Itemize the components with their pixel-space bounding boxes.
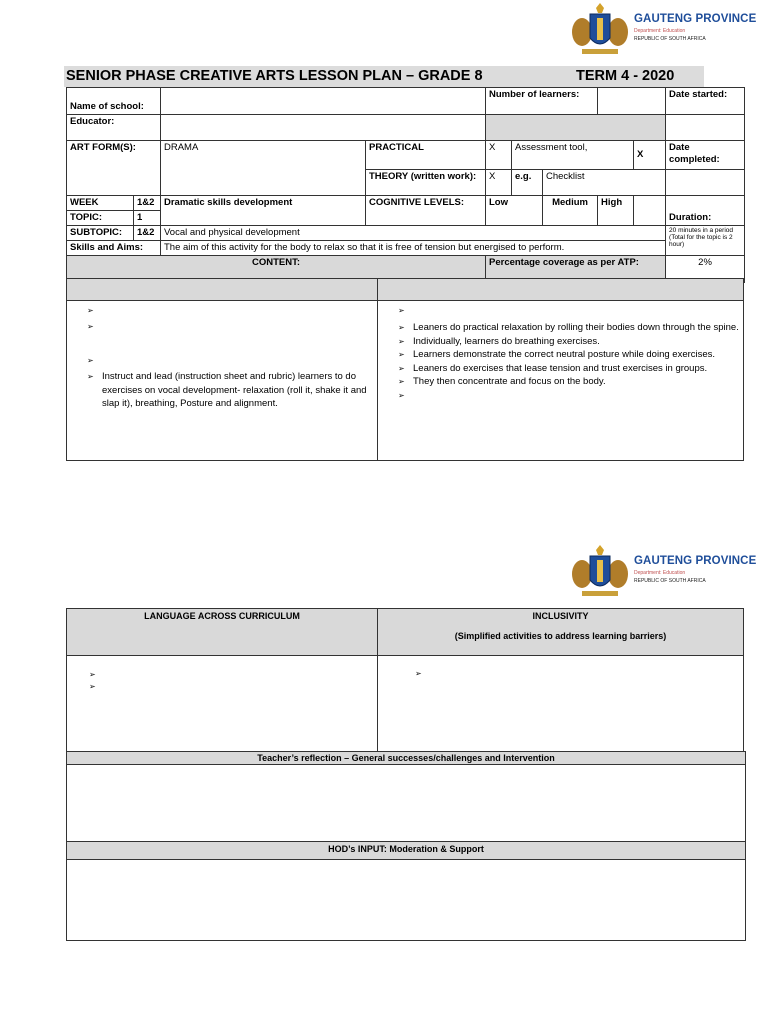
inclusivity-header bbox=[377, 608, 744, 656]
checklist-label: Checklist bbox=[543, 170, 666, 196]
cognitive-high-mark bbox=[634, 196, 666, 226]
date-started-field[interactable] bbox=[666, 115, 745, 141]
list-item: ➢ Leaners do exercises that lease tension and trust exercises in groups. bbox=[398, 362, 739, 376]
learner-activities bbox=[377, 300, 744, 461]
week-label: WEEK bbox=[67, 196, 134, 211]
practical-mark: X bbox=[486, 141, 512, 170]
subtopic-value: 1&2 bbox=[134, 226, 161, 241]
teacher-reflection-label: Teacher’s reflection – General successes/challenges and Intervention bbox=[257, 753, 555, 763]
department-name: Department: Education bbox=[634, 28, 686, 34]
practical-label: PRACTICAL bbox=[366, 141, 486, 170]
name-of-school-label: Name of school: bbox=[67, 88, 161, 115]
duration-label: Duration: bbox=[666, 196, 745, 226]
educator-label: Educator: bbox=[67, 115, 161, 141]
hod-input-header bbox=[66, 841, 746, 860]
number-of-learners-label: Number of learners: bbox=[486, 88, 598, 115]
teacher-reflection-header bbox=[66, 751, 746, 765]
date-started-label: Date started: bbox=[666, 88, 745, 115]
list-item bbox=[87, 304, 373, 317]
list-item: ➢ Learners demonstrate the correct neutral posture while doing exercises. bbox=[398, 348, 739, 362]
theory-label: THEORY (written work): bbox=[366, 170, 486, 196]
country-name: REPUBLIC OF SOUTH AFRICA bbox=[634, 578, 706, 584]
province-name: GAUTENG PROVINCE bbox=[634, 555, 757, 567]
theory-mark: X bbox=[486, 170, 512, 196]
list-item: ➢ Instruct and lead (instruction sheet and rubric) learners to do exercises on vocal development- relaxation (roll it, shake it and slap it), breathing, Posture and alignment. bbox=[87, 370, 373, 411]
assessment-mark: X bbox=[634, 141, 666, 170]
hod-input-label: HOD’s INPUT: Moderation & Support bbox=[328, 844, 484, 854]
week-value: 1&2 bbox=[134, 196, 161, 211]
list-item: ➢ Leaners do practical relaxation by rolling their bodies down through the spine. bbox=[398, 321, 739, 335]
gauteng-logo-2 bbox=[568, 544, 757, 600]
name-of-school-field[interactable] bbox=[161, 88, 486, 115]
duration-note: 20 minutes in a period (Total for the topic is 2 hour) bbox=[666, 226, 745, 256]
cognitive-low: Low bbox=[486, 196, 543, 226]
hod-input-body[interactable] bbox=[66, 859, 746, 941]
list-item: ➢ They then concentrate and focus on the body. bbox=[398, 375, 739, 389]
subtopic-label: SUBTOPIC: bbox=[67, 226, 134, 241]
province-name: GAUTENG PROVINCE bbox=[634, 13, 757, 25]
subtopic-text: Vocal and physical development bbox=[161, 226, 666, 241]
country-name: REPUBLIC OF SOUTH AFRICA bbox=[634, 36, 706, 42]
number-of-learners-field[interactable] bbox=[598, 88, 666, 115]
inclusivity-body bbox=[377, 655, 744, 752]
teacher-activity-list bbox=[87, 304, 373, 411]
cognitive-medium: Medium bbox=[543, 196, 598, 226]
page-title bbox=[64, 66, 704, 87]
inclusivity-label: INCLUSIVITY bbox=[532, 611, 589, 621]
inclusivity-sub-label: (Simplified activities to address learning barriers) bbox=[454, 631, 667, 641]
percentage-coverage-label: Percentage coverage as per ATP: bbox=[486, 256, 666, 283]
content-heading: CONTENT: bbox=[67, 256, 486, 283]
gauteng-logo bbox=[568, 2, 757, 58]
list-item: ➢ Individually, learners do breathing exercises. bbox=[398, 335, 739, 349]
coat-of-arms-icon bbox=[568, 2, 632, 58]
inclusivity-list bbox=[415, 667, 743, 679]
content-subheader-left bbox=[66, 278, 378, 301]
language-across-curriculum-label: LANGUAGE ACROSS CURRICULUM bbox=[144, 611, 300, 621]
content-subheader-right bbox=[377, 278, 744, 301]
skills-aims-label: Skills and Aims: bbox=[67, 241, 161, 256]
teacher-activities bbox=[66, 300, 378, 461]
teacher-reflection-body[interactable] bbox=[66, 764, 746, 842]
art-form-value: DRAMA bbox=[161, 141, 366, 196]
coat-of-arms-icon bbox=[568, 544, 632, 600]
shaded-cell bbox=[486, 115, 666, 141]
language-across-curriculum-header bbox=[66, 608, 378, 656]
language-across-curriculum-body bbox=[66, 655, 378, 752]
list-item bbox=[398, 304, 739, 317]
percentage-value: 2% bbox=[666, 256, 745, 283]
list-item bbox=[87, 320, 373, 333]
list-item bbox=[89, 681, 377, 693]
cognitive-levels-label: COGNITIVE LEVELS: bbox=[366, 196, 486, 226]
title-term: TERM 4 - 2020 bbox=[576, 68, 675, 84]
list-item bbox=[87, 354, 373, 367]
list-item bbox=[415, 667, 743, 679]
assessment-tool-label: Assessment tool, bbox=[512, 141, 634, 170]
date-completed-field[interactable] bbox=[666, 170, 745, 196]
list-item bbox=[89, 669, 377, 681]
topic-label: TOPIC: bbox=[67, 211, 134, 226]
language-list bbox=[89, 669, 377, 693]
educator-field[interactable] bbox=[161, 115, 486, 141]
list-item bbox=[398, 389, 739, 402]
topic-value: 1 bbox=[134, 211, 161, 226]
week-topic: Dramatic skills development bbox=[161, 196, 366, 226]
art-forms-label: ART FORM(S): bbox=[67, 141, 161, 196]
department-name: Department: Education bbox=[634, 570, 686, 576]
title-main: SENIOR PHASE CREATIVE ARTS LESSON PLAN – GRADE 8 bbox=[66, 68, 483, 84]
learner-activity-list bbox=[398, 304, 739, 402]
eg-label: e.g. bbox=[512, 170, 543, 196]
skills-aims-text: The aim of this activity for the body to relax so that it is free of tension but energised to perform. bbox=[161, 241, 666, 256]
date-completed-label: Date completed: bbox=[666, 141, 745, 170]
lesson-header-table bbox=[66, 87, 745, 283]
cognitive-high: High bbox=[598, 196, 634, 226]
